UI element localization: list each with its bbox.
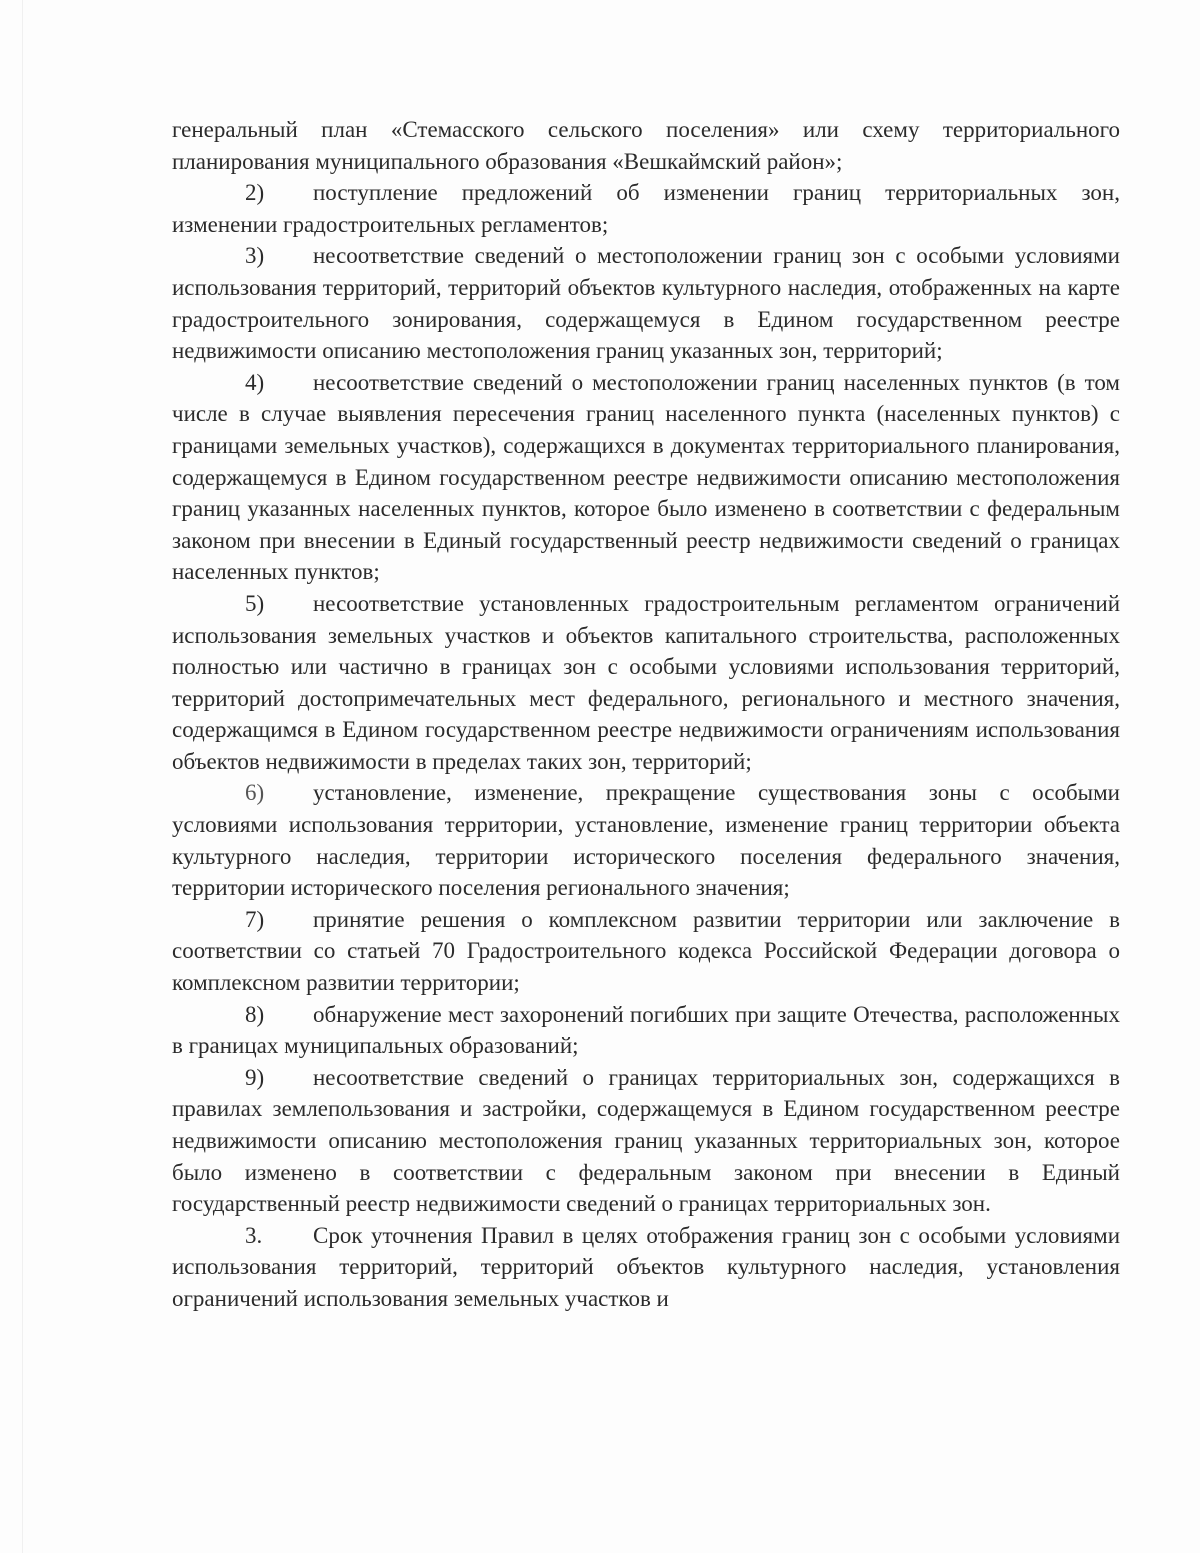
list-item-2 — [172, 177, 1120, 240]
item-text: несоответствие сведений о местоположении границ зон с особыми условиями использования территорий, территорий объектов культурного наследия, отображенных на карте градостроительного зонирования, содержащемуся в Едином государственном реестре недвижимости описанию местоположения границ указанных зон, территорий; — [172, 243, 1120, 364]
list-item-9 — [172, 1062, 1120, 1220]
item-text: несоответствие сведений о границах территориальных зон, содержащихся в правилах землепользования и застройки, содержащемуся в Едином государственном реестре недвижимости описанию местоположения границ указанных территориальных зон, которое было изменено в соответствии с федеральным законом при внесении в Единый государственный реестр недвижимости сведений о границах территориальных зон. — [172, 1064, 1120, 1217]
intro-paragraph: генеральный план «Стемасского сельского поселения» или схему территориального планирования муниципального образования «Вешкаймский район»; — [172, 117, 1120, 174]
item-number: 3) — [245, 243, 265, 269]
item-text: установление, изменение, прекращение существования зоны с особыми условиями использования территории, установление, изменение границ территории объекта культурного наследия, территории исторического поселения федерального значения, территории исторического поселения регионального значения; — [172, 780, 1120, 901]
document-body — [172, 114, 1120, 1315]
list-item-8 — [172, 999, 1120, 1062]
list-item-3 — [172, 240, 1120, 366]
item-number: 9) — [245, 1064, 265, 1090]
section-number: 3. — [245, 1222, 263, 1248]
item-number: 5) — [245, 590, 265, 616]
section-text: Срок уточнения Правил в целях отображения границ зон с особыми условиями использования территорий, территорий объектов культурного наследия, установления ограничений использования земельных участков и — [172, 1222, 1120, 1311]
list-item-7 — [172, 904, 1120, 999]
item-number: 7) — [245, 906, 265, 932]
item-text: несоответствие установленных градостроительным регламентом ограничений использования земельных участков и объектов капитального строительства, расположенных полностью или частично в границах зон с особыми условиями использования территорий, территорий достопримечательных мест федерального, регионального и местного значения, содержащимся в Едином государственном реестре недвижимости ограничениям использования объектов недвижимости в пределах таких зон, территорий; — [172, 590, 1120, 774]
list-item-6 — [172, 777, 1120, 903]
item-number: 6) — [245, 780, 265, 806]
item-text: принятие решения о комплексном развитии территории или заключение в соответствии со статьей 70 Градостроительного кодекса Российской Федерации договора о комплексном развитии территории; — [172, 906, 1120, 996]
item-text: несоответствие сведений о местоположении границ населенных пунктов (в том числе в случае выявления пересечения границ населенного пункта (населенных пунктов) с границами земельных участков), содержащихся в документах территориального планирования, содержащемуся в Едином государственном реестре недвижимости описанию местоположения границ указанных населенных пунктов, которое было изменено в соответствии с федеральным законом при внесении в Единый государственный реестр недвижимости сведений о границах населенных пунктов; — [172, 369, 1120, 585]
scan-edge-line — [22, 0, 23, 1553]
item-number: 4) — [245, 369, 265, 395]
item-text: поступление предложений об изменении границ территориальных зон, изменении градостроительных регламентов; — [172, 180, 1120, 237]
list-item-4 — [172, 367, 1120, 588]
item-text: обнаружение мест захоронений погибших при защите Отечества, расположенных в границах муниципальных образований; — [172, 1001, 1120, 1059]
item-number: 8) — [245, 1001, 265, 1027]
section-3-paragraph — [172, 1220, 1120, 1315]
item-number: 2) — [245, 180, 265, 206]
list-item-5 — [172, 588, 1120, 778]
